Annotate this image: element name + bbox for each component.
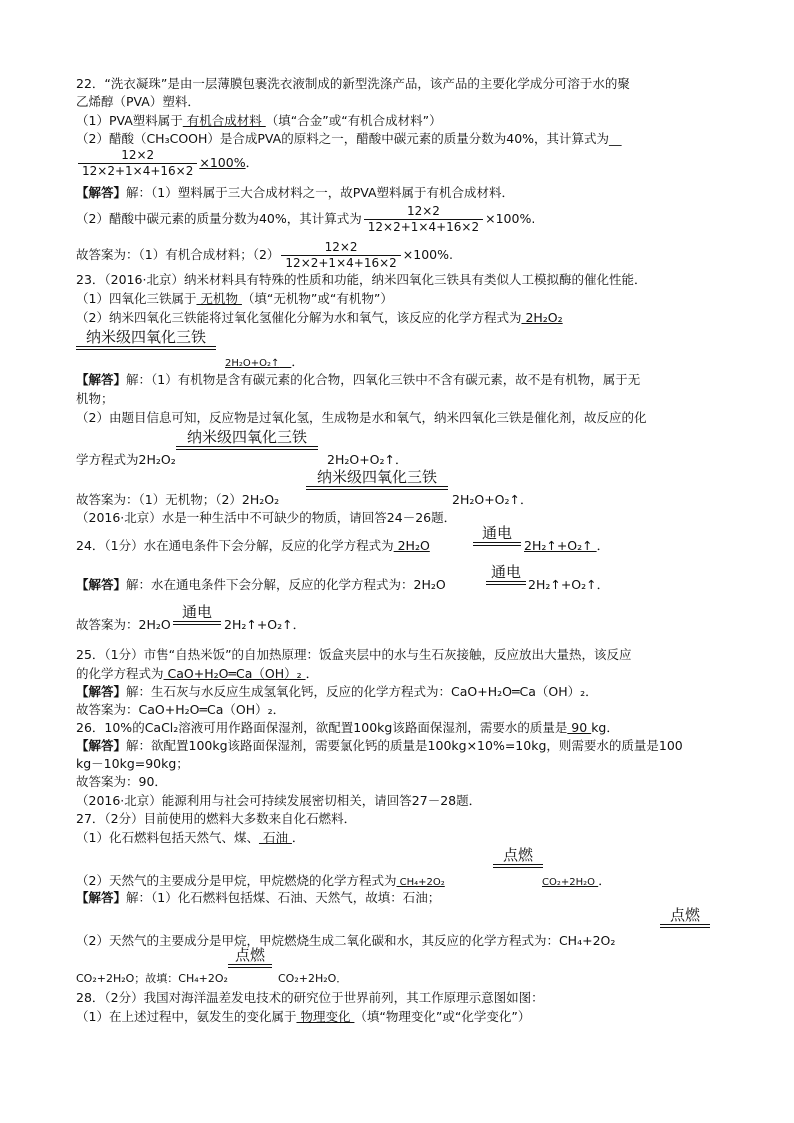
q27-part1-answer: 石油 (258, 830, 292, 845)
q22-line2: 乙烯醇（PVA）塑料． (76, 94, 200, 109)
q24-answer-condition-text: 通电 (490, 563, 521, 581)
q28-line1: 28．（2分）我国对海洋温差发电技术的研究位于世界前列，其工作原理示意图如图： (76, 990, 544, 1005)
q23-final: 故答案为：（1）无机物；（2）2H₂O₂ (76, 492, 280, 507)
q24-answer: 2H₂O (393, 538, 430, 553)
q22-answer1-text: 解：（1）塑料属于三大合成材料之一，故PVA塑料属于有机合成材料． (126, 185, 515, 200)
q27-answer2b-products: CO₂+2H₂O． (278, 972, 348, 985)
q23-dots: ． (291, 354, 304, 369)
q24-final-products: 2H₂↑+O₂↑． (224, 617, 306, 632)
q23-products (225, 354, 304, 371)
q27-tail: ． (598, 873, 611, 888)
q24-final-condition-bar (173, 621, 221, 625)
q22-answer2 (76, 204, 535, 235)
q23-part2 (76, 310, 563, 327)
q22-tail: ． (245, 155, 259, 170)
q27-condition (493, 846, 543, 868)
q25-tail: ． (305, 666, 319, 681)
q23-condition-text: 纳米级四氧化三铁 (85, 328, 206, 346)
q25-prompt: 的化学方程式为 (76, 666, 164, 681)
q24-answer-condition (486, 563, 526, 585)
q22-part1-answer: 有机合成材料 (182, 113, 266, 128)
q24-condition-bar (473, 542, 521, 546)
q27-final-condition-bar (228, 964, 272, 968)
q25-answer1 (76, 684, 598, 701)
q27-answer-condition-bar (660, 924, 710, 928)
q23-final-products: 2H₂O+O₂↑． (452, 492, 533, 507)
q22-final-fraction (281, 240, 400, 271)
q25-line2 (76, 666, 318, 683)
q23-answer2-condition (176, 428, 318, 450)
q24-answer1-text: 解：水在通电条件下会分解，反应的化学方程式为：2H₂O (126, 577, 446, 592)
answer-label: 【解答】 (76, 890, 127, 905)
q22-part1-prompt: （1）PVA塑料属于 (76, 113, 183, 128)
q24-final-condition-text: 通电 (181, 603, 212, 621)
q23-part1-hint: （填“无机物”或“有机物”） (241, 291, 393, 306)
answer-label: 【解答】 (76, 577, 127, 592)
q26-final: 故答案为：90． (76, 774, 167, 789)
q23-products-text: 2H₂O+O₂↑ (225, 358, 280, 369)
q24-final: 故答案为：2H₂O (76, 617, 171, 632)
q24-final-condition (173, 603, 221, 625)
q23-line1: 23．（2016·北京）纳米材料具有特殊的性质和功能，纳米四氧化三铁具有类似人工模拟酶的催化性能． (76, 272, 647, 287)
q28-part1 (76, 1009, 530, 1026)
q26-answer1b: kg－10kg=90kg； (76, 756, 189, 771)
q23-final-condition (306, 468, 448, 490)
q23-answer2b: 学方程式为2H₂O₂ (76, 452, 176, 467)
q25-answer1-text: 解：生石灰与水反应生成氢氧化钙，反应的化学方程式为：CaO+H₂O═Ca（OH）₂． (126, 684, 598, 699)
q23-condition (76, 328, 216, 350)
q22-answer2-fraction (364, 204, 483, 235)
q27-products (542, 873, 611, 890)
q28-part1-prompt: （1）在上述过程中，氨发生的变化属于 (76, 1009, 297, 1024)
q22-line1: 22．“洗衣凝珠”是由一层薄膜包裹洗衣液制成的新型洗涤产品，该产品的主要化学成分可溶于水的聚 (76, 76, 630, 91)
q22-part1-hint: （填“合金”或“有机合成材料”） (265, 113, 442, 128)
q27-answer-condition (660, 906, 710, 928)
q23-answer1-text: 解：（1）有机物是含有碳元素的化合物，四氧化三铁中不含有碳元素，故不是有机物，属于无 (126, 372, 641, 387)
q26-line1 (76, 720, 619, 737)
answer-label: 【解答】 (76, 372, 127, 387)
q27-answer2: （2）天然气的主要成分是甲烷，甲烷燃烧生成二氧化碳和水，其反应的化学方程式为：CH₄+2O₂ (76, 933, 616, 948)
q27-condition-text: 点燃 (502, 846, 533, 864)
q23-answer1 (76, 372, 640, 389)
q24-answer1-products: 2H₂↑+O₂↑． (528, 577, 610, 592)
q24-line1 (76, 538, 430, 555)
q27-answer-condition-text: 点燃 (669, 906, 700, 924)
intro-27-28: （2016·北京）能源利用与社会可持续发展密切相关，请回答27－28题． (76, 793, 482, 808)
q22-fraction (78, 148, 197, 179)
q24-products-text: 2H₂↑+O₂↑ (524, 538, 597, 553)
q22-formula (76, 148, 258, 179)
q22-frac-num: 12×2 (78, 148, 197, 164)
q26-answer: 90 (567, 720, 592, 735)
q22-answer2-num: 12×2 (364, 204, 483, 220)
q22-part2: （2）醋酸（CH₃COOH）是合成PVA的原料之一，醋酸中碳元素的质量分数为40%，其计算式为__ (76, 131, 622, 146)
q24-answer1 (76, 577, 446, 594)
q22-final (76, 240, 453, 271)
q24-products (524, 538, 609, 555)
q22-part1 (76, 113, 442, 130)
answer-label: 【解答】 (76, 185, 127, 200)
q23-part1-prompt: （1）四氧化三铁属于 (76, 291, 197, 306)
q23-final-condition-text: 纳米级四氧化三铁 (316, 468, 437, 486)
q23-answer2-products: 2H₂O+O₂↑． (327, 452, 408, 467)
q26-prompt: 26．10%的CaCl₂溶液可用作路面保湿剂，欲配置100kg该路面保湿剂，需要水的质量是 (76, 720, 568, 735)
q22-final-tail: ×100%. (402, 247, 453, 262)
q23-part2-answer: 2H₂O₂ (521, 310, 563, 325)
q22-answer2-text: （2）醋酸中碳元素的质量分数为40%，其计算式为 (76, 211, 362, 226)
q27-part1-tail: ． (291, 830, 305, 845)
q27-part2 (76, 873, 445, 890)
q22-times100: ×100% (199, 155, 246, 170)
q27-products-text: CO₂+2H₂O (542, 877, 599, 888)
q27-line1: 27．（2分）目前使用的燃料大多数来自化石燃料． (76, 811, 357, 826)
q25-answer: CaO+H₂O═Ca（OH）₂ (163, 666, 306, 681)
q22-final-den: 12×2+1×4+16×2 (285, 256, 397, 270)
answer-label: 【解答】 (76, 738, 127, 753)
q25-line1: 25．（1分）市售“自热米饭”的自加热原理：饭盒夹层中的水与生石灰接触，反应放出大量热，该反应 (76, 647, 632, 662)
q22-answer2-tail: ×100%. (485, 211, 536, 226)
q27-condition-bar (493, 864, 543, 868)
q26-unit: kg． (591, 720, 619, 735)
q23-condition-bar (76, 346, 216, 350)
q24-condition-text: 通电 (481, 524, 512, 542)
q22-final-text: 故答案为：（1）有机合成材料；（2） (76, 247, 280, 262)
q27-answer1-text: 解：（1）化石燃料包括煤、石油、天然气，故填：石油； (126, 890, 441, 905)
q27-final-condition-text: 点燃 (234, 946, 265, 964)
q22-answer2-den: 12×2+1×4+16×2 (367, 220, 480, 234)
answer-label: 【解答】 (76, 684, 127, 699)
q28-part1-hint: （填“物理变化”或“化学变化”） (354, 1009, 531, 1024)
q26-answer1-text: 解：欲配置100kg该路面保湿剂，需要氯化钙的质量是100kg×10%=10kg，则需要水的质量是100 (126, 738, 683, 753)
q22-final-num: 12×2 (281, 240, 400, 256)
q24-answer-condition-bar (486, 581, 526, 585)
q26-answer1 (76, 738, 683, 755)
q28-part1-answer: 物理变化 (296, 1009, 355, 1024)
q27-answer1 (76, 890, 440, 907)
q23-answer2-condition-bar (176, 446, 318, 450)
q23-answer2-condition-text: 纳米级四氧化三铁 (186, 428, 307, 446)
q23-part1 (76, 291, 393, 308)
intro-24-26: （2016·北京）水是一种生活中不可缺少的物质，请回答24－26题． (76, 510, 457, 525)
q27-answer2b: CO₂+2H₂O；故填：CH₄+2O₂ (76, 972, 228, 985)
q27-part1 (76, 830, 304, 847)
q27-final-condition (228, 946, 272, 968)
q24-prompt: 24．（1分）水在通电条件下会分解，反应的化学方程式为 (76, 538, 394, 553)
q24-tail: ． (596, 538, 610, 553)
q23-part2-prompt: （2）纳米四氧化三铁能将过氧化氢催化分解为水和氧气，该反应的化学方程式为 (76, 310, 522, 325)
q23-final-condition-bar (306, 486, 448, 490)
q27-part2-answer: CH₄+2O₂ (396, 877, 445, 888)
q27-part1-prompt: （1）化石燃料包括天然气、煤、 (76, 830, 259, 845)
q23-answer2: （2）由题目信息可知，反应物是过氧化氢，生成物是水和氧气，纳米四氧化三铁是催化剂，故反应的化 (76, 410, 647, 425)
q23-part1-answer: 无机物 (196, 291, 242, 306)
q22-answer1 (76, 185, 514, 202)
q22-frac-den: 12×2+1×4+16×2 (82, 164, 194, 178)
q25-final: 故答案为：CaO+H₂O═Ca（OH）₂． (76, 702, 286, 717)
q23-answer1b: 机物； (76, 391, 114, 406)
q27-part2-prompt: （2）天然气的主要成分是甲烷，甲烷燃烧的化学方程式为 (76, 873, 397, 888)
q24-condition (473, 524, 521, 546)
